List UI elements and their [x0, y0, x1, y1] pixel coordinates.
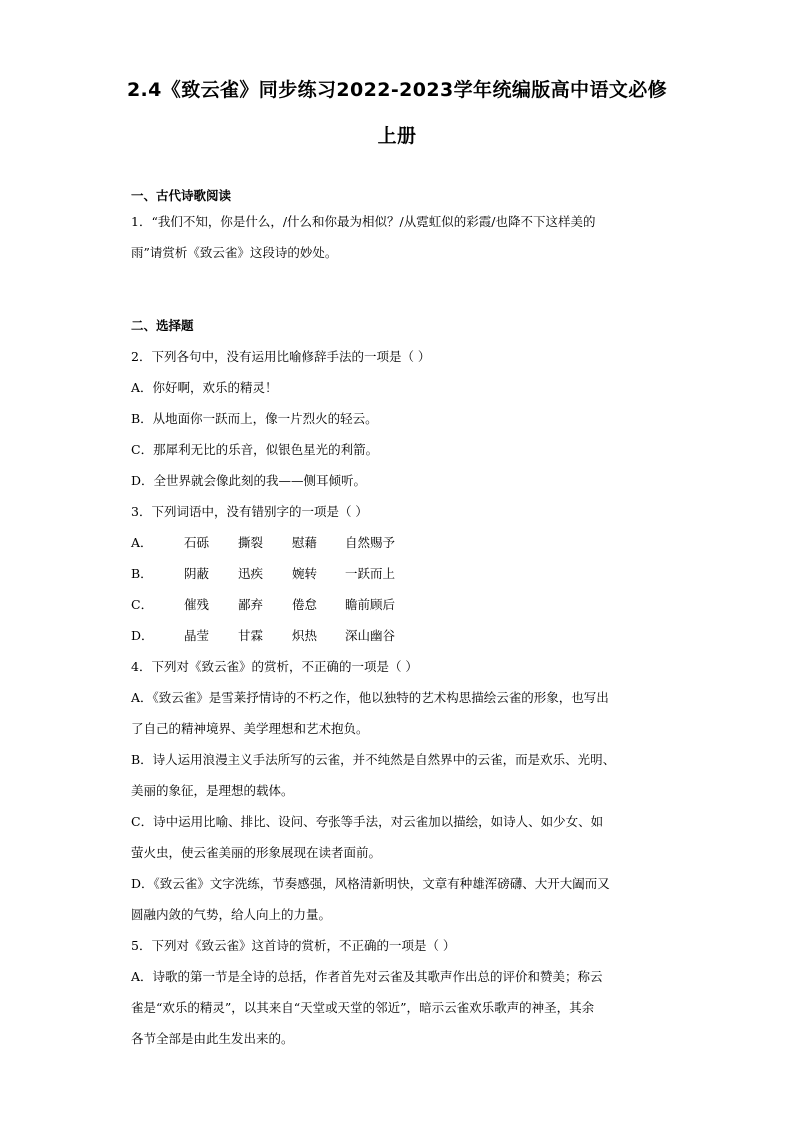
word: 撕裂	[238, 535, 264, 550]
question-4-option-c-line-1: C．诗中运用比喻、排比、设问、夸张等手法，对云雀加以描绘，如诗人、如少女、如	[131, 814, 604, 829]
word: 鄙弃	[238, 597, 264, 612]
option-label: B．	[131, 566, 153, 581]
section-heading-2: 二、选择题	[131, 318, 194, 333]
question-5-option-a-line-3: 各节全部是由此生发出来的。	[131, 1031, 294, 1046]
word: 瞻前顾后	[345, 597, 396, 612]
word: 婉转	[292, 566, 318, 581]
question-4-option-b-line-1: B．诗人运用浪漫主义手法所写的云雀，并不纯然是自然界中的云雀，而是欢乐、光明、	[131, 752, 616, 767]
question-2-option-b: B．从地面你一跃而上，像一片烈火的轻云。	[131, 411, 378, 426]
question-3-option-c	[131, 589, 671, 620]
question-3-option-a	[131, 527, 671, 558]
question-2-option-c: C．那犀利无比的乐音，似银色星光的利箭。	[131, 442, 379, 457]
question-2-option-a: A．你好啊，欢乐的精灵！	[131, 380, 278, 395]
word: 深山幽谷	[345, 628, 396, 643]
question-4-option-b-line-2: 美丽的象征，是理想的载体。	[131, 783, 294, 798]
word: 慰藉	[292, 535, 318, 550]
question-1	[131, 206, 671, 268]
question-2-stem: 2．下列各句中，没有运用比喻修辞手法的一项是（ ）	[131, 349, 431, 364]
question-1-line-2: 雨”请赏析《致云雀》这段诗的妙处。	[131, 245, 338, 260]
word: 一跃而上	[345, 566, 396, 581]
question-3-option-d	[131, 620, 671, 651]
question-4-option-c-line-2: 萤火虫，使云雀美丽的形象展现在读者面前。	[131, 845, 382, 860]
section-heading-1: 一、古代诗歌阅读	[131, 188, 232, 203]
questions-block	[131, 341, 671, 1054]
question-4-stem: 4．下列对《致云雀》的赏析，不正确的一项是（ ）	[131, 659, 418, 674]
title-line-2: 上册	[377, 125, 417, 147]
option-label: D．	[131, 628, 154, 643]
question-4-option-a-line-2: 了自己的精神境界、美学理想和艺术抱负。	[131, 721, 369, 736]
question-2-option-d: D．全世界就会像此刻的我——侧耳倾听。	[131, 473, 367, 488]
question-5-stem: 5．下列对《致云雀》这首诗的赏析，不正确的一项是（ ）	[131, 938, 456, 953]
word: 迅疾	[238, 566, 264, 581]
question-3-option-b	[131, 558, 671, 589]
question-4-option-d-line-1: D．《致云雀》文字洗练，节奏感强，风格清新明快，文章有种雄浑磅礴、大开大阖而又	[131, 876, 610, 891]
option-label: A．	[131, 535, 153, 550]
word: 阴蔽	[184, 566, 210, 581]
word: 炽热	[292, 628, 318, 643]
option-label: C．	[131, 597, 154, 612]
word: 自然赐予	[345, 535, 396, 550]
document-title	[100, 67, 694, 159]
word: 甘霖	[238, 628, 264, 643]
question-4-option-d-line-2: 圆融内敛的气势，给人向上的力量。	[131, 907, 332, 922]
question-1-line-1: 1．“我们不知，你是什么，/什么和你最为相似？/从霓虹似的彩霞/也降不下这样美的	[131, 214, 596, 229]
title-line-1: 2.4《致云雀》同步练习2022-2023学年统编版高中语文必修	[126, 79, 668, 101]
question-3-stem: 3．下列词语中，没有错别字的一项是（ ）	[131, 504, 368, 519]
word: 催残	[184, 597, 210, 612]
question-5-option-a-line-2: 雀是“欢乐的精灵”，以其来自“天堂或天堂的邻近”，暗示云雀欢乐歌声的神圣，其余	[131, 1000, 595, 1015]
word: 石砾	[184, 535, 210, 550]
question-5-option-a-line-1: A．诗歌的第一节是全诗的总括，作者首先对云雀及其歌声作出总的评价和赞美；称云	[131, 969, 603, 984]
question-4-option-a-line-1: A．《致云雀》是雪莱抒情诗的不朽之作，他以独特的艺术构思描绘云雀的形象，也写出	[131, 690, 609, 705]
word: 倦怠	[292, 597, 318, 612]
word: 晶莹	[184, 628, 210, 643]
